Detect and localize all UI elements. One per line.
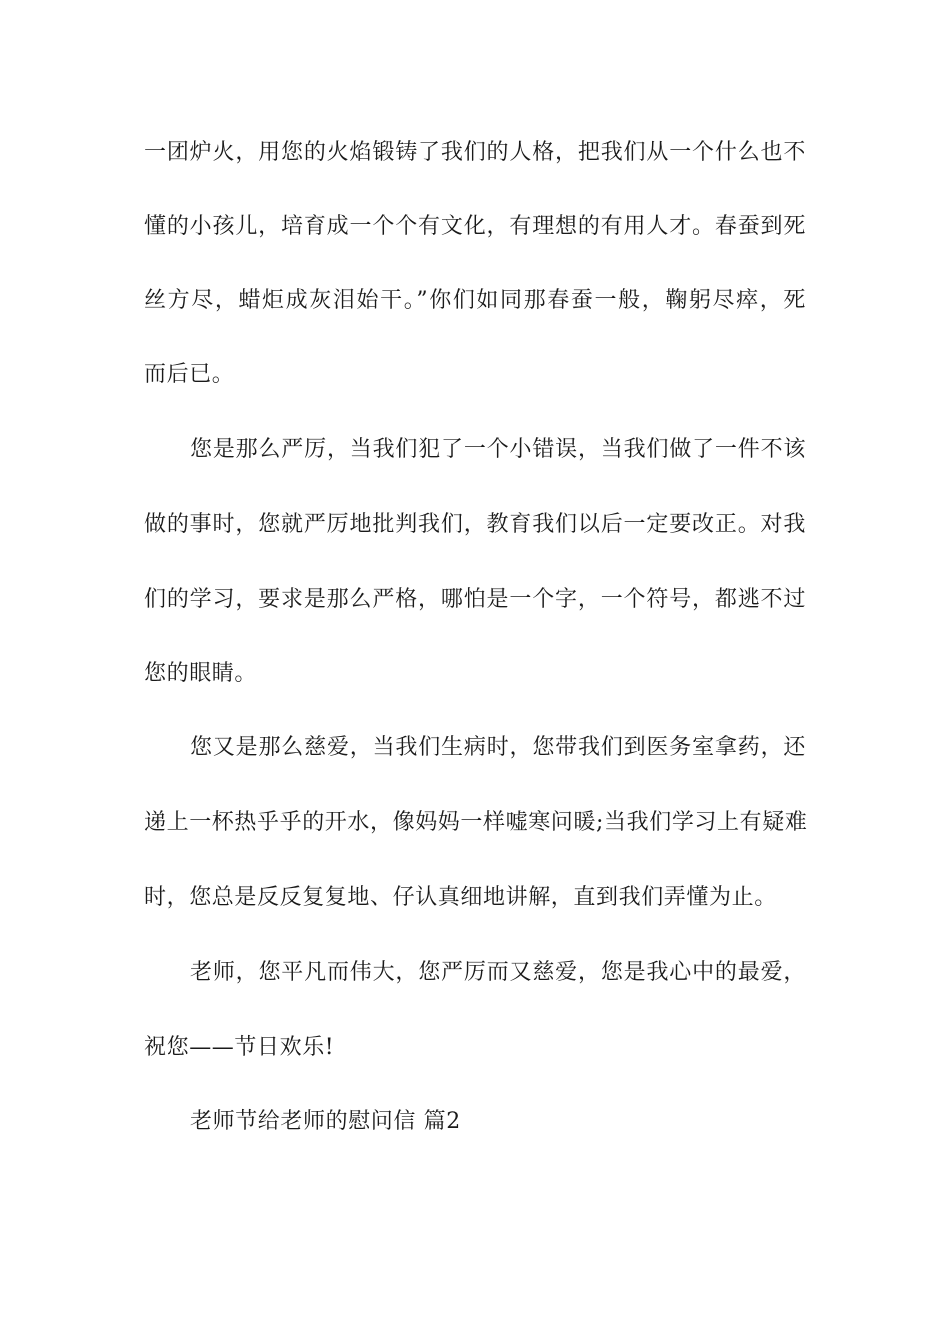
paragraph-4-line-1: 老师，您平凡而伟大，您严厉而又慈爱，您是我心中的最爱， — [190, 960, 806, 985]
paragraph-1-line-2: 懂的小孩儿，培育成一个个有文化，有理想的有用人才。春蚕到死 — [144, 214, 806, 239]
paragraph-1-line-4: 而后已。 — [144, 362, 235, 387]
section-heading: 老师节给老师的慰问信 篇2 — [190, 1109, 461, 1134]
paragraph-3-line-1: 您又是那么慈爱，当我们生病时，您带我们到医务室拿药，还 — [190, 735, 806, 760]
paragraph-3-line-3: 时，您总是反反复复地、仔认真细地讲解，直到我们弄懂为止。 — [144, 885, 777, 910]
paragraph-3-line-2: 递上一杯热乎乎的开水，像妈妈一样嘘寒问暖;当我们学习上有疑难 — [144, 810, 808, 835]
paragraph-2-line-3: 们的学习，要求是那么严格，哪怕是一个字，一个符号，都逃不过 — [144, 587, 806, 612]
paragraph-1-line-3: 丝方尽，蜡炬成灰泪始干。”你们如同那春蚕一般，鞠躬尽瘁，死 — [144, 288, 806, 313]
paragraph-1-line-1: 一团炉火，用您的火焰锻铸了我们的人格，把我们从一个什么也不 — [144, 140, 806, 165]
paragraph-2-line-4: 您的眼睛。 — [144, 661, 258, 686]
paragraph-2-line-1: 您是那么严厉，当我们犯了一个小错误，当我们做了一件不该 — [190, 437, 806, 462]
paragraph-4-line-2: 祝您——节日欢乐! — [144, 1035, 335, 1060]
paragraph-2-line-2: 做的事时，您就严厉地批判我们，教育我们以后一定要改正。对我 — [144, 512, 806, 537]
